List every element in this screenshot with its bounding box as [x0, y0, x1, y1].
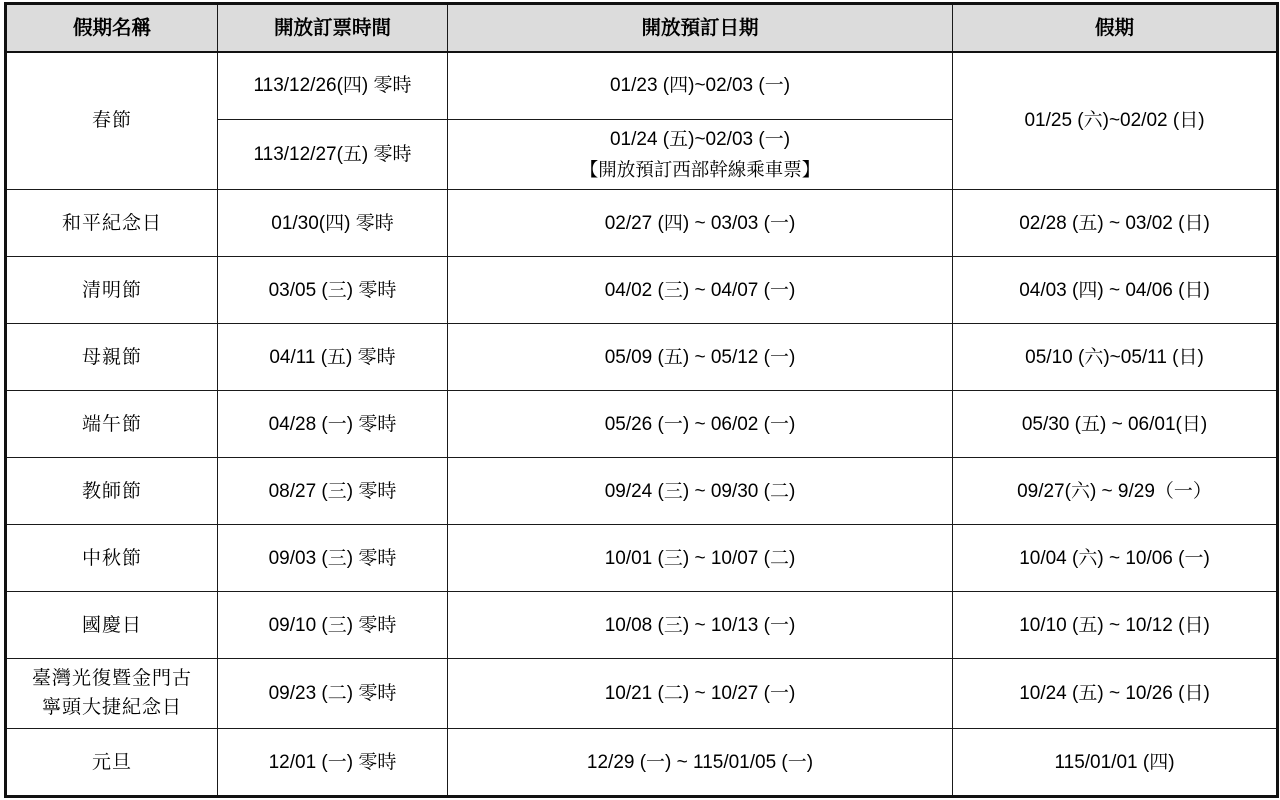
cell-booking-open-time: 04/11 (五) 零時 — [218, 324, 448, 391]
table-header-row — [6, 4, 1278, 53]
cell-booking-open-time: 09/10 (三) 零時 — [218, 592, 448, 659]
table-row — [6, 729, 1278, 797]
table-row — [6, 190, 1278, 257]
table-row — [6, 52, 1278, 120]
column-header-booking-date-range: 開放預訂日期 — [448, 4, 953, 53]
cell-booking-date-range: 10/21 (二) ~ 10/27 (一) — [448, 659, 953, 729]
cell-holiday-name: 國慶日 — [6, 592, 218, 659]
table-row — [6, 592, 1278, 659]
table-row — [6, 659, 1278, 729]
cell-holiday-name: 元旦 — [6, 729, 218, 797]
cell-booking-date-range — [448, 120, 953, 190]
cell-holiday-name — [6, 659, 218, 729]
cell-booking-date-range: 05/09 (五) ~ 05/12 (一) — [448, 324, 953, 391]
table-row — [6, 324, 1278, 391]
cell-booking-open-time: 04/28 (一) 零時 — [218, 391, 448, 458]
cell-holiday-name: 教師節 — [6, 458, 218, 525]
cell-booking-date-range: 10/01 (三) ~ 10/07 (二) — [448, 525, 953, 592]
cell-holiday-name: 中秋節 — [6, 525, 218, 592]
table-row — [6, 458, 1278, 525]
cell-booking-date-range: 04/02 (三) ~ 04/07 (一) — [448, 257, 953, 324]
cell-holiday-period: 04/03 (四) ~ 04/06 (日) — [953, 257, 1278, 324]
column-header-booking-open-time: 開放訂票時間 — [218, 4, 448, 53]
table-header — [6, 4, 1278, 53]
column-header-holiday-period: 假期 — [953, 4, 1278, 53]
cell-holiday-period: 09/27(六) ~ 9/29（一） — [953, 458, 1278, 525]
cell-booking-open-time: 03/05 (三) 零時 — [218, 257, 448, 324]
booking-range-text: 01/24 (五)~02/03 (一) — [609, 129, 791, 150]
cell-holiday-name: 母親節 — [6, 324, 218, 391]
cell-holiday-period: 10/10 (五) ~ 10/12 (日) — [953, 592, 1278, 659]
holiday-name-line-2: 寧頭大捷紀念日 — [41, 696, 182, 718]
cell-booking-date-range: 02/27 (四) ~ 03/03 (一) — [448, 190, 953, 257]
cell-booking-date-range: 05/26 (一) ~ 06/02 (一) — [448, 391, 953, 458]
table-body — [6, 52, 1278, 797]
cell-booking-date-range: 01/23 (四)~02/03 (一) — [448, 52, 953, 120]
cell-holiday-period: 115/01/01 (四) — [953, 729, 1278, 797]
cell-holiday-period: 05/10 (六)~05/11 (日) — [953, 324, 1278, 391]
table-row — [6, 525, 1278, 592]
column-header-holiday-name: 假期名稱 — [6, 4, 218, 53]
cell-booking-open-time: 01/30(四) 零時 — [218, 190, 448, 257]
holiday-name-line-1: 臺灣光復暨金門古 — [31, 668, 192, 690]
cell-holiday-period: 05/30 (五) ~ 06/01(日) — [953, 391, 1278, 458]
booking-range-note: 【開放預訂西部幹線乘車票】 — [579, 158, 821, 180]
cell-booking-date-range: 10/08 (三) ~ 10/13 (一) — [448, 592, 953, 659]
cell-holiday-period: 10/24 (五) ~ 10/26 (日) — [953, 659, 1278, 729]
cell-booking-open-time: 12/01 (一) 零時 — [218, 729, 448, 797]
cell-booking-open-time: 08/27 (三) 零時 — [218, 458, 448, 525]
cell-booking-open-time: 09/03 (三) 零時 — [218, 525, 448, 592]
cell-holiday-period: 01/25 (六)~02/02 (日) — [953, 52, 1278, 190]
cell-booking-open-time: 09/23 (二) 零時 — [218, 659, 448, 729]
cell-booking-date-range: 12/29 (一) ~ 115/01/05 (一) — [448, 729, 953, 797]
cell-booking-date-range: 09/24 (三) ~ 09/30 (二) — [448, 458, 953, 525]
cell-holiday-name: 端午節 — [6, 391, 218, 458]
cell-holiday-period: 10/04 (六) ~ 10/06 (一) — [953, 525, 1278, 592]
cell-holiday-period: 02/28 (五) ~ 03/02 (日) — [953, 190, 1278, 257]
cell-booking-open-time: 113/12/26(四) 零時 — [218, 52, 448, 120]
holiday-booking-table — [4, 2, 1279, 798]
cell-holiday-name: 清明節 — [6, 257, 218, 324]
table-row — [6, 391, 1278, 458]
cell-holiday-name: 春節 — [6, 52, 218, 190]
table-row — [6, 257, 1278, 324]
cell-booking-open-time: 113/12/27(五) 零時 — [218, 120, 448, 190]
cell-holiday-name: 和平紀念日 — [6, 190, 218, 257]
